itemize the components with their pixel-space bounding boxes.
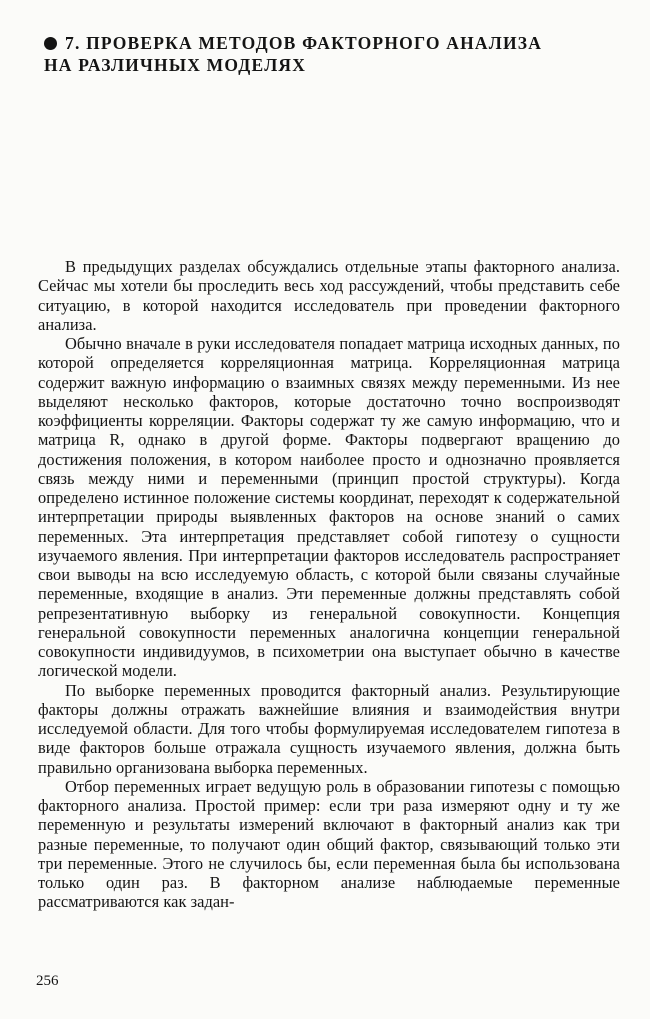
section-heading-line-2: НА РАЗЛИЧНЫХ МОДЕЛЯХ [44,55,307,75]
section-heading [44,32,604,76]
body-text [38,257,620,912]
paragraph-4: Отбор переменных играет ведущую роль в образовании гипотезы с помощью факторного анализа. Простой пример: если три раза измеряют одну и ту же переменную и результаты измерений включают в факторный анализ как три разные переменные, то получают один общий фактор, связывающий только эти три переменные. Этого не случилось бы, если переменная была бы использована только один раз. В факторном анализе наблюдаемые переменные рассматриваются как задан- [38,776,620,912]
bullet-icon [44,37,57,50]
section-heading-line-1 [44,32,604,54]
page-number: 256 [36,973,59,989]
section-heading-line-1-text: 7. ПРОВЕРКА МЕТОДОВ ФАКТОРНОГО АНАЛИЗА [65,33,543,53]
paragraph-3: По выборке переменных проводится факторный анализ. Результирующие факторы должны отражать важнейшие влияния и взаимодействия внутри исследуемой области. Для того чтобы формулируемая исследователем гипотеза в виде факторов больше отражала сущность изучаемого явления, должна быть правильно организована выборка переменных. [38,680,620,777]
paragraph-2: Обычно вначале в руки исследователя попадает матрица исходных данных, по которой определяется корреляционная матрица. Корреляционная матрица содержит важную информацию о взаимных связях между переменными. Из нее выделяют несколько факторов, которые достаточно точно воспроизводят коэффициенты корреляции. Факторы содержат ту же самую информацию, что и матрица R, однако в другой форме. Факторы подвергают вращению до достижения положения, в котором наиболее просто и однозначно проявляется связь между ними и переменными (принцип простой структуры). Когда определено истинное положение системы координат, переходят к содержательной интерпретации природы выявленных факторов на основе знаний о самих переменных. Эта интерпретация представляет собой гипотезу о сущности изучаемого явления. При интерпретации факторов исследователь распространяет свои выводы на всю исследуемую область, с которой были связаны случайные переменные, входящие в анализ. Эти переменные должны представлять собой репрезентативную выборку из генеральной совокупности. Концепция генеральной совокупности переменных аналогична концепции генеральной совокупности индивидуумов, в психометрии она выступает обычно в качестве логической модели. [38,334,620,681]
paragraph-1: В предыдущих разделах обсуждались отдельные этапы факторного анализа. Сейчас мы хотели бы проследить весь ход рассуждений, чтобы представить себе ситуацию, в которой находится исследователь при проведении факторного анализа. [38,257,620,334]
